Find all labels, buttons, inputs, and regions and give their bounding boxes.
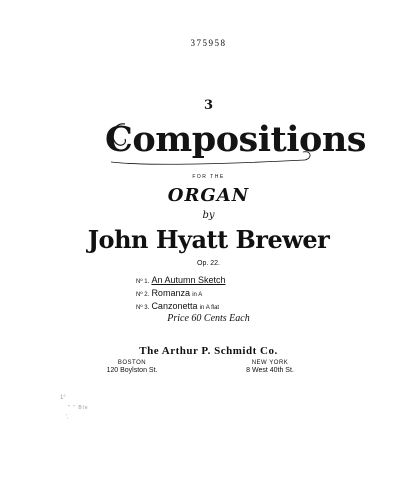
boston-address: 120 Boylston St. [106, 367, 158, 374]
boston-city: BOSTON [117, 360, 147, 366]
instrument-label: ORGAN [167, 185, 250, 206]
item-key: in A [192, 292, 203, 298]
catalog-number: 375958 [190, 38, 227, 48]
for-the-label: FOR THE [192, 174, 225, 180]
list-item [136, 288, 225, 301]
newyork-city: NEW YORK [251, 360, 289, 366]
item-number: Nº 2. [136, 292, 150, 298]
list-item [136, 275, 225, 288]
pencil-mark: " " Ble [68, 405, 89, 411]
newyork-address: 8 West 40th St. [246, 367, 294, 374]
composer-name: John Hyatt Brewer [87, 225, 330, 254]
opus-number: Op. 22. [197, 260, 220, 267]
contents-list [136, 275, 225, 314]
title-block [105, 112, 367, 168]
title-word: Compositions [105, 119, 367, 160]
item-title: An Autumn Sketch [151, 275, 226, 285]
item-key: in A flat [199, 305, 220, 311]
pencil-mark: ', [66, 414, 69, 420]
item-title: Romanza [151, 288, 190, 298]
pencil-mark: 1° [60, 395, 66, 401]
item-number: Nº 3. [136, 305, 150, 311]
price-label: Price 60 Cents Each [167, 313, 250, 324]
item-number: Nº 1. [136, 279, 150, 285]
publisher-name: The Arthur P. Schmidt Co. [139, 345, 278, 357]
composition-count: 3 [203, 98, 214, 113]
by-label: by [202, 210, 215, 221]
item-title: Canzonetta [151, 301, 198, 311]
